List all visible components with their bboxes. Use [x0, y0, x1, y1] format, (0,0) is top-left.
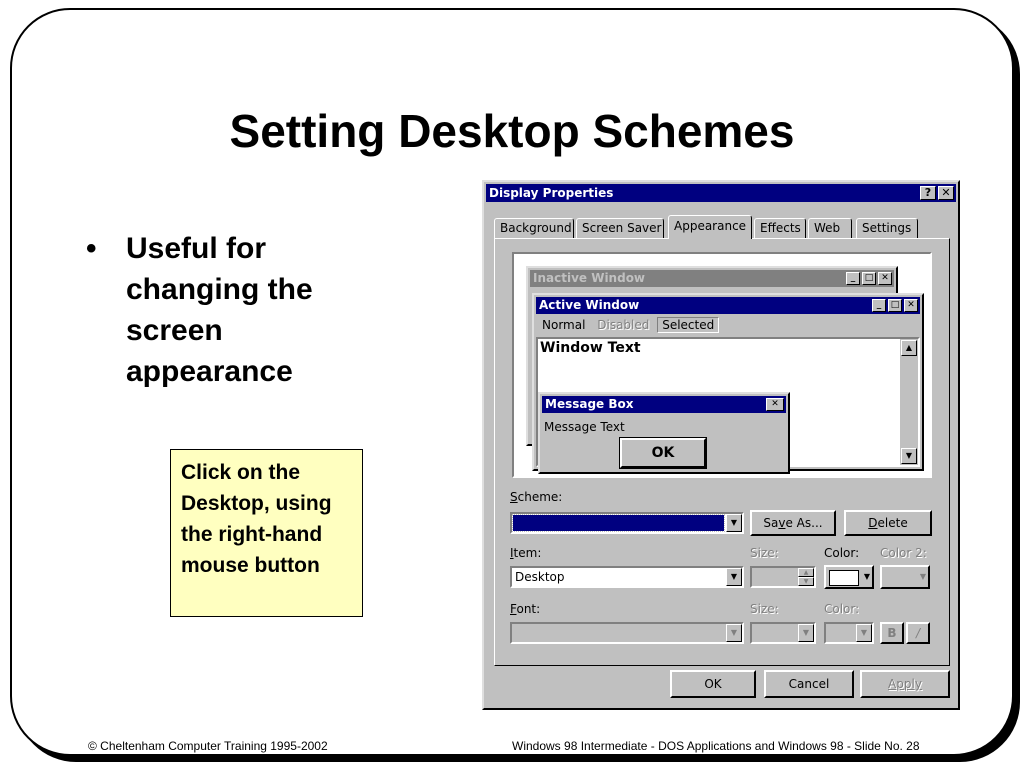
item-size-label: Size: — [750, 546, 779, 560]
font-color-label: Color: — [824, 602, 860, 616]
chevron-down-icon: ▼ — [919, 572, 926, 581]
chevron-down-icon[interactable]: ▼ — [798, 624, 814, 642]
close-icon: ✕ — [766, 398, 784, 411]
scheme-dropdown[interactable] — [510, 512, 744, 534]
spin-down-icon[interactable]: ▼ — [798, 577, 814, 586]
item-color2-button[interactable] — [880, 565, 930, 589]
preview-message-box — [538, 392, 790, 474]
font-color-dropdown[interactable] — [824, 622, 874, 644]
menu-normal: Normal — [542, 318, 586, 332]
chevron-down-icon[interactable]: ▼ — [726, 568, 742, 586]
scheme-label: Scheme: — [510, 490, 563, 504]
footer-copyright: © Cheltenham Computer Training 1995-2002 — [88, 739, 328, 753]
font-dropdown[interactable] — [510, 622, 744, 644]
chevron-down-icon[interactable]: ▼ — [856, 624, 872, 642]
scroll-down-icon: ▼ — [901, 448, 917, 464]
close-icon: ✕ — [941, 186, 951, 199]
font-size-label: Size: — [750, 602, 779, 616]
font-size-dropdown[interactable] — [750, 622, 816, 644]
help-icon: ? — [924, 186, 932, 199]
scroll-up-icon: ▲ — [901, 340, 917, 356]
apply-button[interactable]: Apply — [860, 670, 950, 698]
tab-web[interactable]: Web — [808, 218, 852, 238]
slide-title: Setting Desktop Schemes — [229, 105, 795, 157]
help-button[interactable] — [920, 186, 936, 200]
minimize-icon: _ — [872, 299, 886, 312]
item-label: Item: — [510, 546, 542, 560]
menu-selected: Selected — [657, 317, 719, 333]
close-icon: ✕ — [904, 299, 918, 312]
message-text: Message Text — [544, 420, 625, 434]
note-callout: Click on the Desktop, using the right-hand mouse button — [170, 449, 363, 617]
footer-slide-info: Windows 98 Intermediate - DOS Applications and Windows 98 - Slide No. 28 — [512, 739, 920, 753]
maximize-icon: □ — [888, 299, 902, 312]
message-ok-button: OK — [620, 438, 706, 468]
tab-screen-saver[interactable]: Screen Saver — [576, 218, 664, 238]
chevron-down-icon[interactable]: ▼ — [726, 624, 742, 642]
display-properties-dialog — [482, 180, 960, 710]
item-value: Desktop — [515, 570, 565, 584]
delete-button[interactable]: Delete — [844, 510, 932, 536]
minimize-icon: _ — [846, 272, 860, 285]
bullet-text: Useful for changing the screen appearance — [126, 232, 313, 388]
tab-effects[interactable]: Effects — [754, 218, 806, 238]
save-as-button[interactable]: Save As... — [750, 510, 836, 536]
item-color2-label: Color 2: — [880, 546, 927, 560]
item-size-spinner[interactable] — [750, 566, 816, 588]
maximize-icon: □ — [862, 272, 876, 285]
message-box-title: Message Box ✕ — [542, 396, 786, 413]
dialog-title: Display Properties — [489, 186, 614, 200]
scheme-value — [513, 515, 724, 531]
active-window-title: Active Window _ □ ✕ — [536, 297, 920, 314]
ok-button[interactable]: OK — [670, 670, 756, 698]
close-button[interactable] — [938, 186, 954, 200]
color-swatch — [829, 570, 859, 586]
scheme-preview[interactable] — [512, 252, 932, 478]
cancel-button[interactable]: Cancel — [764, 670, 854, 698]
chevron-down-icon[interactable]: ▼ — [726, 514, 742, 532]
item-color-label: Color: — [824, 546, 860, 560]
close-icon: ✕ — [878, 272, 892, 285]
preview-scrollbar — [900, 339, 918, 465]
tab-background[interactable]: Background — [494, 218, 574, 238]
menu-disabled: Disabled — [597, 318, 650, 332]
spin-up-icon[interactable]: ▲ — [798, 568, 814, 577]
preview-menu-bar — [538, 316, 719, 334]
dialog-title-bar[interactable] — [486, 184, 956, 202]
inactive-window-title: Inactive Window _ □ ✕ — [530, 270, 894, 287]
chevron-down-icon: ▼ — [863, 572, 870, 581]
tab-settings[interactable]: Settings — [856, 218, 918, 238]
item-color-button[interactable] — [824, 565, 874, 589]
window-text: Window Text — [540, 340, 641, 356]
italic-button[interactable]: / — [906, 622, 930, 644]
item-dropdown[interactable] — [510, 566, 744, 588]
font-label: Font: — [510, 602, 541, 616]
bullet-marker: • — [86, 232, 97, 265]
tab-appearance[interactable]: Appearance — [668, 215, 752, 239]
bold-button[interactable]: B — [880, 622, 904, 644]
